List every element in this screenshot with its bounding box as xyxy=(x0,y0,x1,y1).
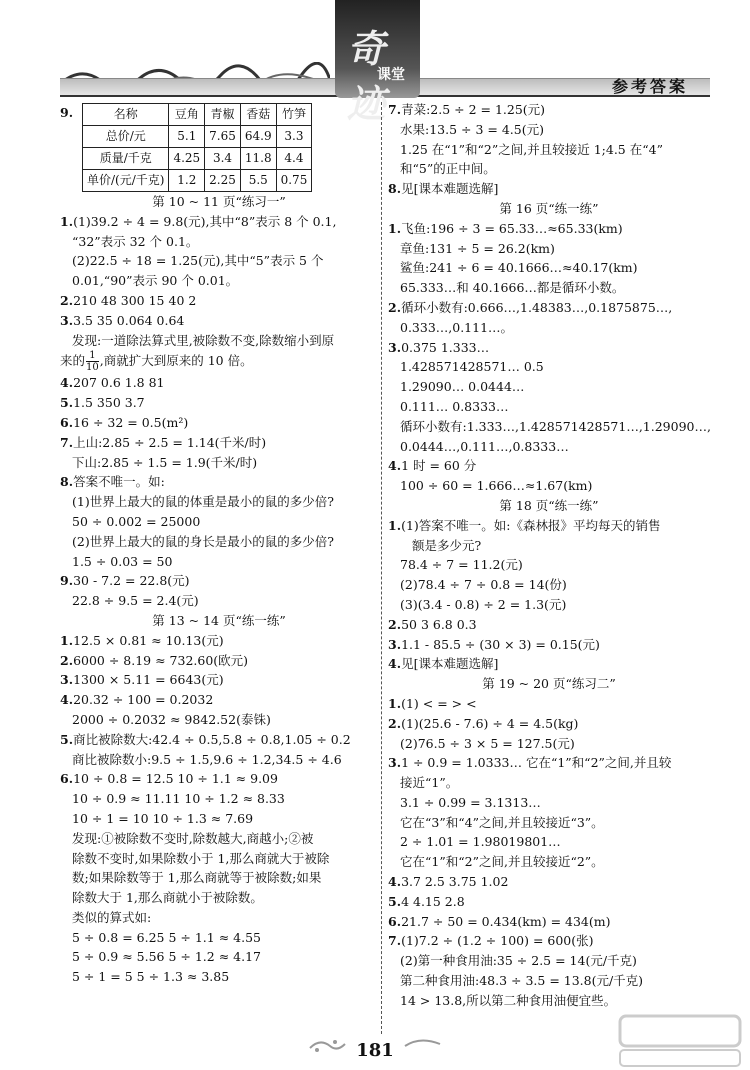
answer-line xyxy=(60,651,378,671)
answer-line: 和“5”的正中间。 xyxy=(400,161,496,177)
table-cell: 名称 xyxy=(83,104,169,126)
question-number: 6. xyxy=(388,913,402,929)
answer-line xyxy=(60,472,378,492)
answer-line: 65.333…和 40.1666…都是循环小数。 xyxy=(400,280,625,296)
question-number: 1. xyxy=(388,220,402,236)
table-cell: 2.25 xyxy=(205,170,241,192)
answer-text: 210 48 300 15 40 2 xyxy=(73,292,197,308)
answer-line: 14 > 13.8,所以第二种食用油便宜些。 xyxy=(400,992,617,1008)
answer-line xyxy=(60,212,378,232)
answer-text: 16 ÷ 32 = 0.5(m²) xyxy=(73,414,189,430)
answer-line: “32”表示 32 个 0.1。 xyxy=(72,233,199,249)
answer-line: 10 ÷ 0.9 ≈ 11.11 10 ÷ 1.2 ≈ 8.33 xyxy=(72,791,285,807)
header-title: 参考答案 xyxy=(612,77,689,96)
question-number: 1. xyxy=(60,632,74,648)
answer-text: 0.375 1.333… xyxy=(401,339,490,355)
answer-line: 0.111… 0.8333… xyxy=(400,398,509,414)
question-number: 4. xyxy=(60,692,74,708)
answer-line: 22.8 ÷ 9.5 = 2.4(元) xyxy=(72,593,199,609)
fraction-numerator: 1 xyxy=(86,350,99,362)
question-number: 2. xyxy=(388,299,402,315)
answer-line xyxy=(60,311,378,331)
answer-line: 循环小数有:1.333…,1.428571428571…,1.29090…, xyxy=(400,418,711,434)
question-number: 2. xyxy=(388,715,402,731)
answer-line xyxy=(388,516,710,536)
answer-text: 见[课本难题选解] xyxy=(401,181,499,197)
answer-line xyxy=(60,433,378,453)
answer-line: 5 ÷ 0.8 = 6.25 5 ÷ 1.1 ≈ 4.55 xyxy=(72,929,261,945)
table-cell: 11.8 xyxy=(240,148,276,170)
answer-text: 20.32 ÷ 100 = 0.2032 xyxy=(73,692,214,708)
answer-text: 飞鱼:196 ÷ 3 = 65.33…≈65.33(km) xyxy=(401,220,623,236)
table-cell: 4.4 xyxy=(276,148,312,170)
question-number: 3. xyxy=(60,312,74,328)
answer-line xyxy=(388,615,710,635)
answer-line xyxy=(60,730,378,750)
answer-text: 1.1 - 85.5 ÷ (30 × 3) = 0.15(元) xyxy=(401,636,600,652)
table-cell: 5.1 xyxy=(169,126,205,148)
column-divider xyxy=(381,102,382,1034)
question-number: 8. xyxy=(60,474,74,490)
table-cell: 4.25 xyxy=(169,148,205,170)
answer-line: 除数不变时,如果除数小于 1,那么商就大于被除 xyxy=(72,850,330,866)
answer-line xyxy=(388,892,710,912)
question-number: 1. xyxy=(60,213,74,229)
answer-line xyxy=(60,769,378,789)
price-table xyxy=(82,103,312,192)
answer-line xyxy=(388,931,710,951)
table-cell: 1.2 xyxy=(169,170,205,192)
answer-line: 发现:一道除法算式里,被除数不变,除数缩小到原 xyxy=(72,332,335,348)
question-number: 4. xyxy=(388,458,402,474)
question-number: 1. xyxy=(388,517,402,533)
brand-logo xyxy=(335,0,420,126)
answer-line: 章鱼:131 ÷ 5 = 26.2(km) xyxy=(400,240,555,256)
section-heading: 第 13 ~ 14 页“练一练” xyxy=(152,612,286,628)
answer-line: 鲨鱼:241 ÷ 6 = 40.1666…≈40.17(km) xyxy=(400,260,638,276)
answer-line: 0.0444…,0.111…,0.8333… xyxy=(400,438,569,454)
answer-line: 50 ÷ 0.002 = 25000 xyxy=(72,513,201,529)
answer-line: 水果:13.5 ÷ 3 = 4.5(元) xyxy=(400,121,544,137)
answer-line xyxy=(60,291,378,311)
answer-text: 1.5 350 3.7 xyxy=(73,395,145,411)
answer-line: 接近“1”。 xyxy=(400,775,459,791)
answer-line: 2 ÷ 1.01 = 1.98019801… xyxy=(400,834,561,850)
answer-line: (2)22.5 ÷ 18 = 1.25(元),其中“5”表示 5 个 xyxy=(72,253,324,269)
answer-line xyxy=(388,635,710,655)
answer-line: 1.428571428571… 0.5 xyxy=(400,359,544,375)
question-number: 8. xyxy=(388,181,402,197)
answer-line: (2)78.4 ÷ 7 ÷ 0.8 = 14(份) xyxy=(400,577,567,593)
answer-line: 第二种食用油:48.3 ÷ 3.5 = 13.8(元/千克) xyxy=(400,973,644,989)
question-number: 4. xyxy=(388,656,402,672)
question-number: 3. xyxy=(388,339,402,355)
answer-text: 6000 ÷ 8.19 ≈ 732.60(欧元) xyxy=(73,652,249,668)
fraction-denominator: 10 xyxy=(86,362,99,374)
answer-line: 下山:2.85 ÷ 1.5 = 1.9(千米/时) xyxy=(72,454,258,470)
question-number: 2. xyxy=(60,652,74,668)
table-row xyxy=(83,148,312,170)
answer-line: 2000 ÷ 0.2032 ≈ 9842.52(泰铢) xyxy=(72,711,271,727)
answer-line: 除数大于 1,那么商就小于被除数。 xyxy=(72,890,263,906)
table-row xyxy=(83,126,312,148)
table-cell: 总价/元 xyxy=(83,126,169,148)
answer-text: 商比被除数大:42.4 ÷ 0.5,5.8 ÷ 0.8,1.05 ÷ 0.2 xyxy=(73,731,351,747)
answer-line: 它在“3”和“4”之间,并且较接近“3”。 xyxy=(400,814,604,830)
answer-text: 上山:2.85 ÷ 2.5 = 1.14(千米/时) xyxy=(73,434,267,450)
table-cell: 豆角 xyxy=(169,104,205,126)
table-cell: 0.75 xyxy=(276,170,312,192)
answer-line: (3)(3.4 - 0.8) ÷ 2 = 1.3(元) xyxy=(400,596,567,612)
answer-line: 类似的算式如: xyxy=(72,909,152,925)
answer-text: (1)(25.6 - 7.6) ÷ 4 = 4.5(kg) xyxy=(401,715,579,731)
answer-text: 青菜:2.5 ÷ 2 = 1.25(元) xyxy=(401,102,546,117)
question-number: 7. xyxy=(388,102,402,117)
table-cell: 单价/(元/千克) xyxy=(83,170,169,192)
question-number: 3. xyxy=(388,755,402,771)
answer-line: 1.25 在“1”和“2”之间,并且较接近 1;4.5 在“4” xyxy=(400,141,663,157)
answer-line: 1.5 ÷ 0.03 = 50 xyxy=(72,553,173,569)
answer-line xyxy=(60,373,378,393)
answer-line xyxy=(60,571,378,591)
answer-line xyxy=(60,393,378,413)
table-cell: 3.4 xyxy=(205,148,241,170)
answer-line: (2)第一种食用油:35 ÷ 2.5 = 14(元/千克) xyxy=(400,953,637,969)
answer-text: (1)7.2 ÷ (1.2 ÷ 100) = 600(张) xyxy=(401,933,594,949)
answer-text: 见[课本难题选解] xyxy=(401,656,499,672)
answer-line xyxy=(388,219,710,239)
answer-line xyxy=(388,654,710,674)
question-number: 2. xyxy=(60,292,74,308)
answer-text: 4 4.15 2.8 xyxy=(401,893,465,909)
answer-text: (1)答案不唯一。如:《森林报》平均每天的销售 xyxy=(401,517,661,533)
table-cell: 64.9 xyxy=(240,126,276,148)
answer-line xyxy=(60,670,378,690)
answer-text: (1) < = > < xyxy=(401,695,477,711)
table-cell: 香菇 xyxy=(240,104,276,126)
table-cell: 竹笋 xyxy=(276,104,312,126)
answer-line: 10 ÷ 1 = 10 10 ÷ 1.3 ≈ 7.69 xyxy=(72,810,254,826)
answer-line xyxy=(388,753,710,773)
table-cell: 质量/千克 xyxy=(83,148,169,170)
right-column xyxy=(388,100,710,1011)
answer-line: 额是多少元? xyxy=(412,537,482,553)
answer-text: ,商就扩大到原来的 10 倍。 xyxy=(99,353,253,369)
answer-text: 50 3 6.8 0.3 xyxy=(401,616,477,632)
price-table-block xyxy=(60,103,378,192)
section-heading: 第 19 ~ 20 页“练习二” xyxy=(482,676,616,692)
table-row xyxy=(83,104,312,126)
answer-text: 30 - 7.2 = 22.8(元) xyxy=(73,573,190,589)
answer-line: 它在“1”和“2”之间,并且较接近“2”。 xyxy=(400,854,604,870)
answer-text: 10 ÷ 0.8 = 12.5 10 ÷ 1.1 ≈ 9.09 xyxy=(73,771,278,787)
answer-line xyxy=(388,338,710,358)
answer-line xyxy=(388,100,710,120)
answer-line: 1.29090… 0.0444… xyxy=(400,379,525,395)
answer-text: 21.7 ÷ 50 = 0.434(km) = 434(m) xyxy=(401,913,611,929)
answer-text: 12.5 × 0.81 ≈ 10.13(元) xyxy=(73,632,224,648)
question-number: 2. xyxy=(388,616,402,632)
section-heading: 第 16 页“练一练” xyxy=(499,200,599,216)
page-number: 181 xyxy=(356,1040,394,1061)
table-cell: 3.3 xyxy=(276,126,312,148)
answer-line: 商比被除数小:9.5 ÷ 1.5,9.6 ÷ 1.2,34.5 ÷ 4.6 xyxy=(72,751,342,767)
question-number: 4. xyxy=(388,874,402,890)
answer-line: 3.1 ÷ 0.99 = 3.1313… xyxy=(400,794,541,810)
answer-text: (1)39.2 ÷ 4 = 9.8(元),其中“8”表示 8 个 0.1, xyxy=(73,213,337,229)
answer-line: 100 ÷ 60 = 1.666…≈1.67(km) xyxy=(400,478,593,494)
answer-line: 5 ÷ 1 = 5 5 ÷ 1.3 ≈ 3.85 xyxy=(72,969,230,985)
answer-text: 1 ÷ 0.9 = 1.0333… 它在“1”和“2”之间,并且较 xyxy=(401,755,672,771)
answer-text: 答案不唯一。如: xyxy=(73,474,165,490)
answer-line: 5 ÷ 0.9 ≈ 5.56 5 ÷ 1.2 ≈ 4.17 xyxy=(72,949,261,965)
answer-line xyxy=(60,631,378,651)
answer-text: 3.5 35 0.064 0.64 xyxy=(73,312,185,328)
table-cell: 7.65 xyxy=(205,126,241,148)
table-cell: 青椒 xyxy=(205,104,241,126)
answer-text: 循环小数有:0.666…,1.48383…,0.1875875…, xyxy=(401,299,673,315)
answer-line: 发现:①被除数不变时,除数越大,商越小;②被 xyxy=(72,830,314,846)
answer-line xyxy=(388,456,710,476)
question-number: 9. xyxy=(60,105,74,120)
answer-line: 数;如果除数等于 1,那么商就等于被除数;如果 xyxy=(72,870,322,886)
answer-line: 0.01,“90”表示 90 个 0.01。 xyxy=(72,273,239,289)
left-column xyxy=(60,100,378,987)
answer-line xyxy=(388,912,710,932)
question-number: 6. xyxy=(60,414,74,430)
section-heading: 第 10 ~ 11 页“练习一” xyxy=(152,194,286,209)
answer-line: (2)76.5 ÷ 3 × 5 = 127.5(元) xyxy=(400,735,575,751)
table-cell: 5.5 xyxy=(240,170,276,192)
fraction xyxy=(86,350,99,373)
question-number: 1. xyxy=(388,695,402,711)
question-number: 5. xyxy=(60,731,74,747)
answer-line: (2)世界上最大的鼠的身长是最小的鼠的多少倍? xyxy=(72,533,334,549)
answer-line xyxy=(388,179,710,199)
question-number: 5. xyxy=(388,893,402,909)
answer-text: 207 0.6 1.8 81 xyxy=(73,375,165,391)
answer-text: 来的 xyxy=(60,353,86,369)
section-heading: 第 18 页“练一练” xyxy=(499,497,599,513)
answer-line: 0.333…,0.111…。 xyxy=(400,319,514,335)
answer-line: (1)世界上最大的鼠的体重是最小的鼠的多少倍? xyxy=(72,494,334,510)
question-number: 4. xyxy=(60,375,74,391)
answer-line xyxy=(388,872,710,892)
question-number: 9. xyxy=(60,573,74,589)
answer-line: 78.4 ÷ 7 = 11.2(元) xyxy=(400,557,523,573)
answer-line xyxy=(60,413,378,433)
watermark-logo-icon xyxy=(610,1010,750,1070)
question-number: 3. xyxy=(388,636,402,652)
table-row xyxy=(83,170,312,192)
answer-line xyxy=(60,690,378,710)
answer-text: 3.7 2.5 3.75 1.02 xyxy=(401,874,509,890)
question-number: 3. xyxy=(60,672,74,688)
answer-text: 1300 × 5.11 = 6643(元) xyxy=(73,672,224,688)
answer-line xyxy=(388,694,710,714)
question-number: 7. xyxy=(388,933,402,949)
logo-sub-text: 课堂 xyxy=(377,67,405,83)
question-number: 5. xyxy=(60,395,74,411)
answer-text: 1 时 = 60 分 xyxy=(401,458,477,474)
answer-line xyxy=(388,298,710,318)
question-number: 7. xyxy=(60,434,74,450)
answer-line xyxy=(388,714,710,734)
answer-line xyxy=(60,350,378,373)
question-number: 6. xyxy=(60,771,74,787)
logo-main-text: 奇迹 xyxy=(347,26,386,126)
